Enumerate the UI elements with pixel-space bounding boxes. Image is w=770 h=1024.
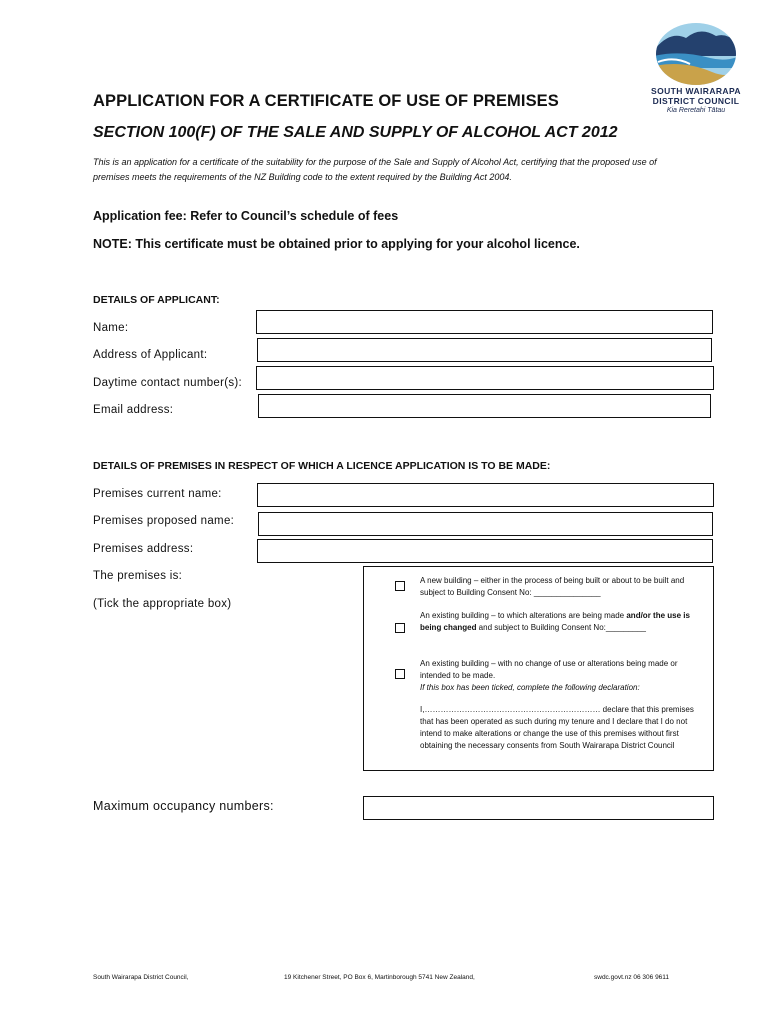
intro-text: This is an application for a certificate of the suitability for the purpose of the Sale and Supply of Alcohol Act, certifying that the proposed use of premises meets the requirements of the NZ Building code to the extent required by the Building Act 2004. (93, 157, 657, 182)
existing-altered-option (420, 610, 706, 634)
footer-address: 19 Kitchener Street, PO Box 6, Martinborough 5741 New Zealand, (284, 974, 475, 981)
note-text: NOTE: This certificate must be obtained prior to applying for your alcohol licence. (93, 237, 580, 251)
declaration-instruction: If this box has been ticked, complete the following declaration: (420, 683, 640, 692)
name-label: Name: (93, 322, 129, 334)
phone-label: Daytime contact number(s): (93, 377, 243, 389)
occupancy-label: Maximum occupancy numbers: (93, 799, 274, 813)
existing-altered-checkbox[interactable] (395, 623, 405, 633)
phone-input[interactable] (256, 366, 714, 390)
council-logo-emblem (640, 20, 752, 90)
premises-address-label: Premises address: (93, 543, 194, 555)
occupancy-input[interactable] (363, 796, 714, 820)
current-name-label: Premises current name: (93, 488, 222, 500)
existing-altered-consent: and subject to Building Consent No:_________ (476, 623, 646, 632)
page-title: APPLICATION FOR A CERTIFICATE OF USE OF PREMISES (93, 92, 559, 110)
council-name-line2: DISTRICT COUNCIL (652, 96, 740, 106)
applicant-heading: DETAILS OF APPLICANT: (93, 294, 220, 306)
name-input[interactable] (256, 310, 713, 334)
council-tagline: Kia Reretahi Tātau (666, 107, 726, 114)
current-name-input[interactable] (257, 483, 714, 507)
email-label: Email address: (93, 404, 174, 416)
tick-instruction: (Tick the appropriate box) (93, 598, 232, 610)
existing-unchanged-option: An existing building – with no change of use or alterations being made or intended to be made. (420, 659, 678, 680)
page-subtitle: SECTION 100(F) OF THE SALE AND SUPPLY OF ALCOHOL ACT 2012 (93, 124, 618, 141)
new-building-checkbox[interactable] (395, 581, 405, 591)
proposed-name-label: Premises proposed name: (93, 515, 235, 527)
footer-contact: swdc.govt.nz 06 306 9611 (594, 974, 670, 981)
premises-address-input[interactable] (257, 539, 713, 563)
declaration-text: I,………………………………………………………… declare that this premises that has been operated as such during my tenure and I declare that I do not intend to make alterations or change the use of this premises without first obtaining the necessary consents from South Wairarapa District Council (420, 705, 694, 750)
footer-council: South Wairarapa District Council, (93, 974, 189, 981)
council-name-line1: SOUTH WAIRARAPA (651, 86, 741, 96)
existing-altered-text: An existing building – to which alterations are being made (420, 611, 627, 620)
proposed-name-input[interactable] (258, 512, 713, 536)
premises-is-label: The premises is: (93, 570, 183, 582)
address-label: Address of Applicant: (93, 349, 208, 361)
fee-text: Application fee: Refer to Council’s schedule of fees (93, 209, 399, 223)
address-input[interactable] (257, 338, 712, 362)
existing-unchanged-checkbox[interactable] (395, 669, 405, 679)
email-input[interactable] (258, 394, 711, 418)
council-name (640, 86, 752, 106)
new-building-option: A new building – either in the process of being built or about to be built and subject to Building Consent No: _______________ (420, 576, 685, 597)
existing-altered-emphasis: and/or the use is being changed (420, 611, 690, 632)
premises-heading: DETAILS OF PREMISES IN RESPECT OF WHICH A LICENCE APPLICATION IS TO BE MADE: (93, 460, 551, 472)
